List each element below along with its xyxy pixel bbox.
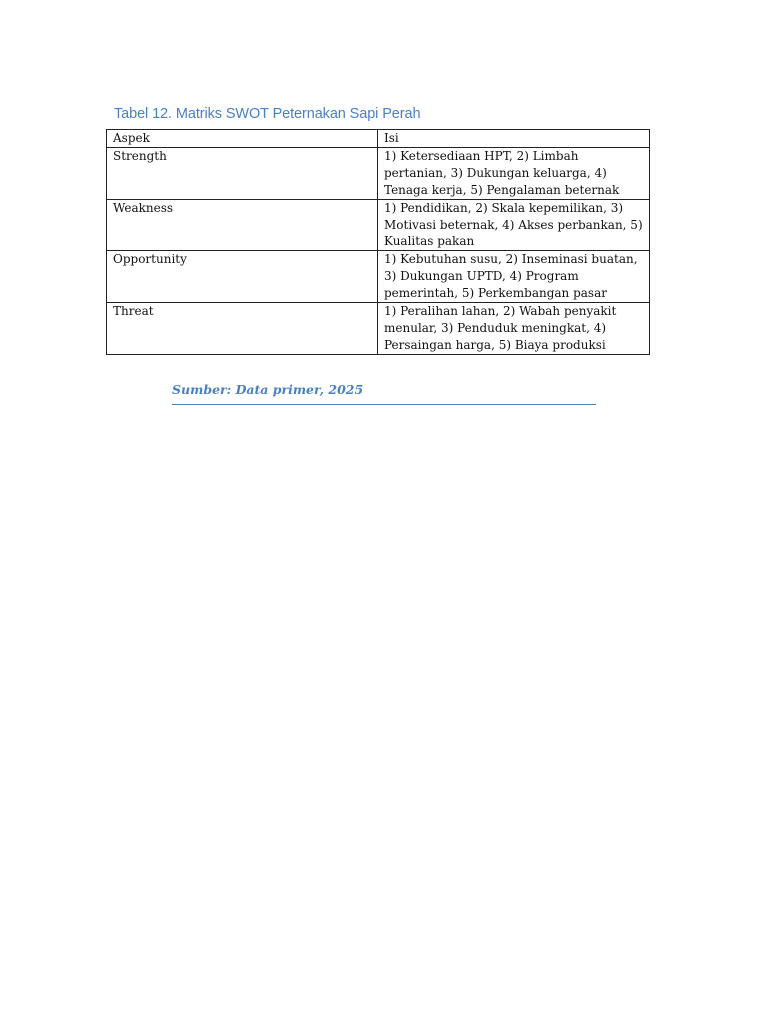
aspect-cell: Threat bbox=[107, 303, 378, 355]
content-cell: 1) Ketersediaan HPT, 2) Limbah pertanian, 3) Dukungan keluarga, 4) Tenaga kerja, 5) Pengalaman beternak bbox=[378, 147, 650, 199]
source-underline bbox=[172, 404, 596, 405]
table-caption: Tabel 12. Matriks SWOT Peternakan Sapi Perah bbox=[114, 106, 421, 122]
swot-matrix-table bbox=[106, 129, 650, 355]
aspect-cell: Weakness bbox=[107, 199, 378, 251]
table-row-threat bbox=[107, 303, 650, 355]
table-row-strength bbox=[107, 147, 650, 199]
column-header-isi: Isi bbox=[378, 130, 650, 148]
content-cell: 1) Peralihan lahan, 2) Wabah penyakit menular, 3) Penduduk meningkat, 4) Persaingan harga, 5) Biaya produksi bbox=[378, 303, 650, 355]
source-note: Sumber: Data primer, 2025 bbox=[172, 382, 364, 397]
table-header-row bbox=[107, 130, 650, 148]
column-header-aspek: Aspek bbox=[107, 130, 378, 148]
content-cell: 1) Pendidikan, 2) Skala kepemilikan, 3) Motivasi beternak, 4) Akses perbankan, 5) Kualitas pakan bbox=[378, 199, 650, 251]
aspect-cell: Opportunity bbox=[107, 251, 378, 303]
table-row-opportunity bbox=[107, 251, 650, 303]
table-row-weakness bbox=[107, 199, 650, 251]
content-cell: 1) Kebutuhan susu, 2) Inseminasi buatan, 3) Dukungan UPTD, 4) Program pemerintah, 5) Perkembangan pasar bbox=[378, 251, 650, 303]
aspect-cell: Strength bbox=[107, 147, 378, 199]
